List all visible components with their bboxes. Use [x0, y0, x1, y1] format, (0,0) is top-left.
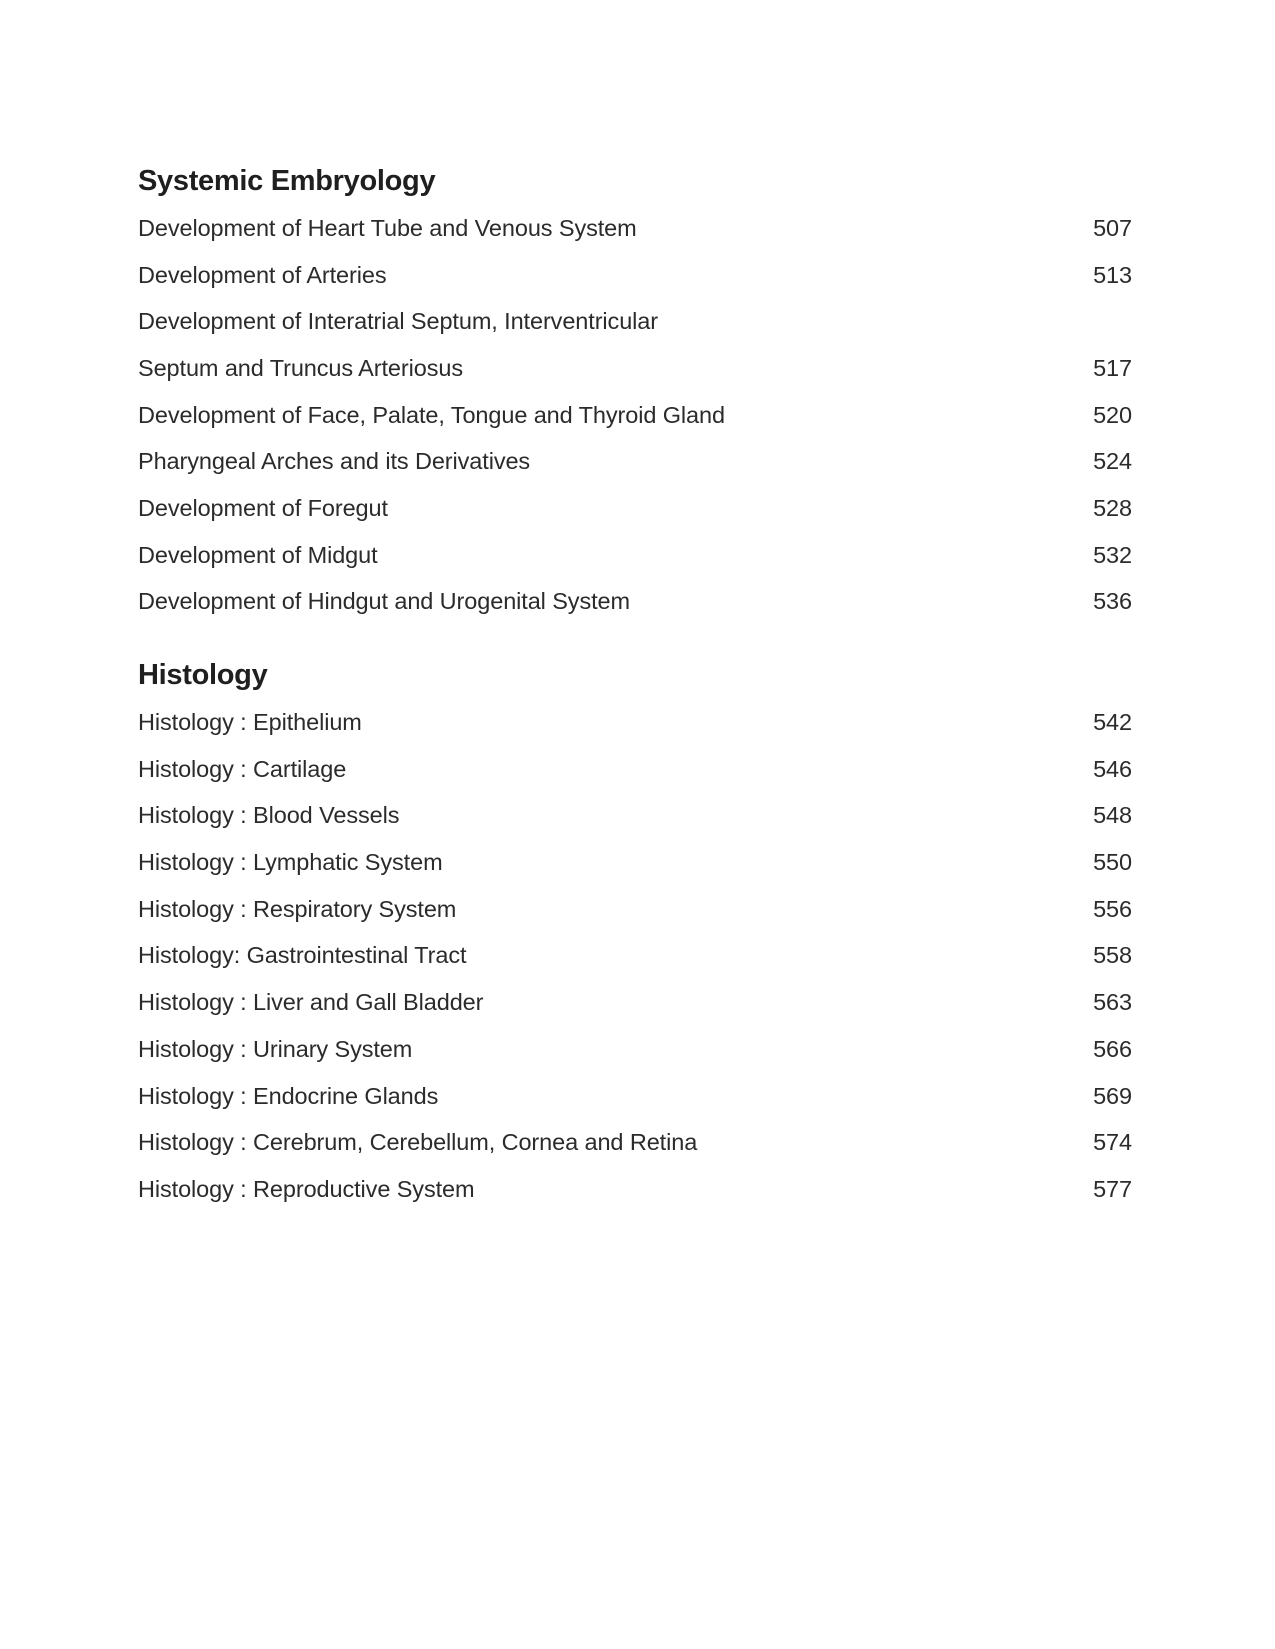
toc-entry-label: Development of Midgut — [138, 541, 378, 568]
toc-entry-page-number: 542 — [1093, 709, 1132, 736]
toc-entry-label: Histology : Blood Vessels — [138, 802, 400, 829]
toc-entry-row — [138, 485, 1132, 532]
toc-entry-row — [138, 252, 1132, 299]
toc-entry-label: Histology : Cartilage — [138, 755, 347, 782]
toc-entry-label: Development of Arteries — [138, 261, 387, 288]
toc-entry-page-number: 563 — [1093, 989, 1132, 1016]
toc-entry-page-number: 536 — [1093, 588, 1132, 615]
toc-entry-row — [138, 1073, 1132, 1120]
toc-entry-row — [138, 886, 1132, 933]
toc-entry-label: Histology : Cerebrum, Cerebellum, Cornea and Retina — [138, 1129, 698, 1156]
toc-entry-row — [138, 205, 1132, 252]
toc-entry-label: Septum and Truncus Arteriosus — [138, 354, 463, 381]
toc-entry-label: Histology : Reproductive System — [138, 1175, 475, 1202]
toc-entry-row — [138, 1026, 1132, 1073]
toc-entry-row — [138, 933, 1132, 980]
toc-entry-row — [138, 579, 1132, 626]
toc-entry-page-number: 520 — [1093, 401, 1132, 428]
toc-entry-page-number: 569 — [1093, 1082, 1132, 1109]
toc-entry-row — [138, 345, 1132, 392]
toc-entry-page-number: 507 — [1093, 214, 1132, 241]
toc-entry-label: Development of Face, Palate, Tongue and Thyroid Gland — [138, 401, 725, 428]
toc-entry-list — [138, 699, 1132, 1213]
toc-entry-page-number: 524 — [1093, 448, 1132, 475]
toc-entry-label: Histology : Epithelium — [138, 709, 362, 736]
toc-entry-page-number: 532 — [1093, 541, 1132, 568]
toc-entry-row — [138, 699, 1132, 746]
toc-entry-row — [138, 746, 1132, 793]
toc-entry-label: Histology : Respiratory System — [138, 895, 457, 922]
toc-entry-page-number: 558 — [1093, 942, 1132, 969]
toc-entry-row — [138, 438, 1132, 485]
toc-entry-page-number: 574 — [1093, 1129, 1132, 1156]
toc-entry-page-number: 566 — [1093, 1035, 1132, 1062]
toc-entry-row — [138, 839, 1132, 886]
toc-entry-row — [138, 298, 1132, 345]
section-title: Systemic Embryology — [138, 165, 436, 197]
toc-entry-row — [138, 979, 1132, 1026]
table-of-contents — [138, 157, 1132, 1213]
toc-entry-row — [138, 793, 1132, 840]
toc-entry-label: Development of Foregut — [138, 494, 388, 521]
toc-entry-page-number: 528 — [1093, 494, 1132, 521]
toc-entry-row — [138, 392, 1132, 439]
toc-entry-label: Histology : Endocrine Glands — [138, 1082, 439, 1109]
toc-entry-row — [138, 1166, 1132, 1213]
toc-section — [138, 651, 1132, 1213]
toc-entry-label: Histology : Liver and Gall Bladder — [138, 989, 484, 1016]
toc-entry-page-number: 556 — [1093, 895, 1132, 922]
toc-entry-label: Development of Hindgut and Urogenital System — [138, 588, 630, 615]
toc-entry-page-number: 548 — [1093, 802, 1132, 829]
toc-entry-page-number: 546 — [1093, 755, 1132, 782]
toc-entry-label: Development of Heart Tube and Venous System — [138, 214, 637, 241]
toc-entry-page-number: 517 — [1093, 354, 1132, 381]
toc-entry-label: Histology: Gastrointestinal Tract — [138, 942, 467, 969]
toc-entry-page-number: 513 — [1093, 261, 1132, 288]
toc-entry-row — [138, 532, 1132, 579]
toc-entry-list — [138, 205, 1132, 625]
section-title: Histology — [138, 659, 268, 692]
toc-entry-label: Histology : Lymphatic System — [138, 849, 443, 876]
toc-entry-label: Histology : Urinary System — [138, 1035, 413, 1062]
toc-entry-page-number: 577 — [1093, 1175, 1132, 1202]
toc-section — [138, 157, 1132, 625]
toc-entry-row — [138, 1119, 1132, 1166]
toc-entry-label: Pharyngeal Arches and its Derivatives — [138, 448, 531, 475]
toc-entry-page-number: 550 — [1093, 849, 1132, 876]
toc-entry-label: Development of Interatrial Septum, Interventricular — [138, 308, 658, 335]
